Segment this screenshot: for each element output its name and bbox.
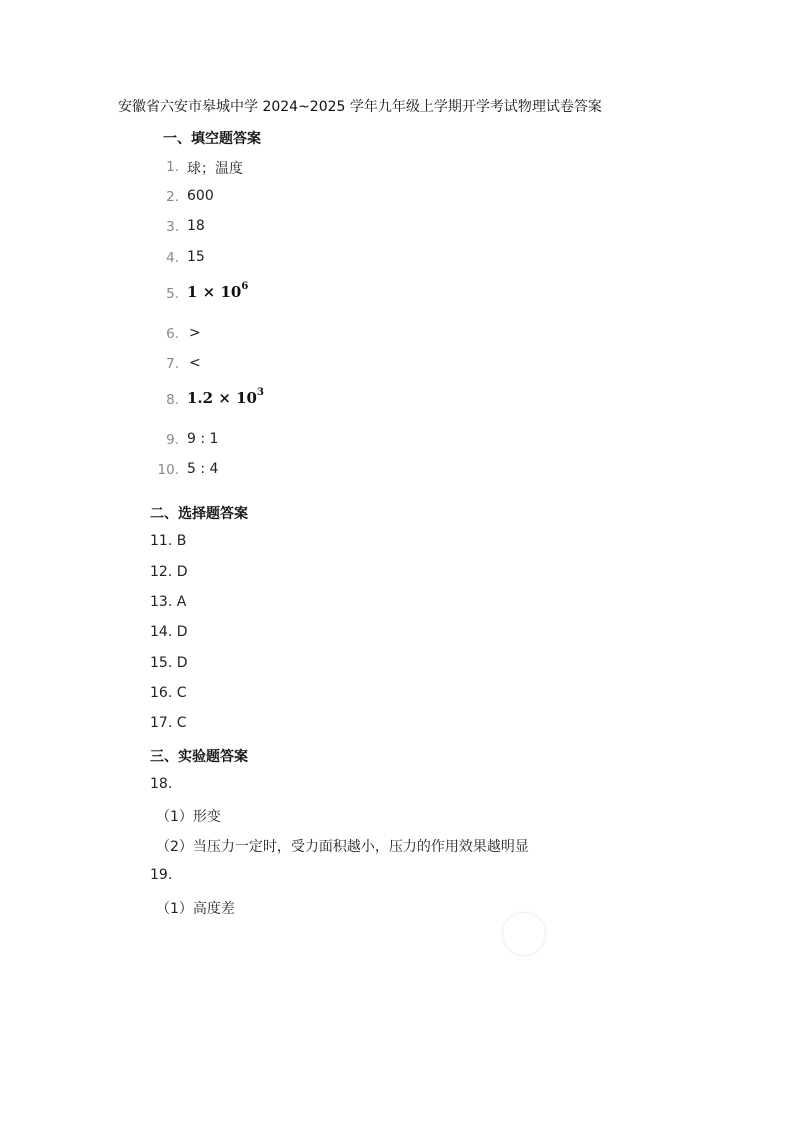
answer-text: 球；温度: [187, 161, 243, 177]
choice-answer: 14. D: [150, 624, 188, 640]
item-number: 2.: [166, 189, 179, 205]
choice-answer: 17. C: [150, 715, 187, 731]
answer-text: 18: [187, 218, 205, 234]
sub-answer-tag: （1）: [156, 901, 193, 917]
choice-answer: 11. B: [150, 533, 187, 549]
sub-answer-text: 形变: [192, 809, 221, 825]
answer-text: <: [189, 355, 201, 371]
item-number: 1.: [166, 159, 179, 175]
item-number: 9.: [166, 432, 179, 448]
answer-text: >: [189, 325, 201, 341]
page-title: 安徽省六安市皋城中学 2024~2025 学年九年级上学期开学考试物理试卷答案: [118, 99, 602, 115]
item-number: 7.: [166, 356, 179, 372]
answer-text: 15: [187, 249, 205, 265]
sub-answer: [156, 836, 529, 856]
question-label: 19.: [150, 867, 173, 883]
item-number: 4.: [166, 250, 179, 266]
math-exponent: 6: [241, 281, 249, 292]
math-base: 1 × 10: [187, 283, 242, 301]
item-number: 3.: [166, 219, 179, 235]
section-heading-fill-blank: 一、填空题答案: [163, 131, 261, 147]
item-number: 6.: [166, 326, 179, 342]
math-exponent: 3: [256, 387, 264, 398]
sub-answer: [156, 806, 221, 826]
item-number: 8.: [166, 392, 179, 408]
sub-answer: [156, 898, 235, 918]
answer-math: [187, 283, 248, 301]
sub-answer-tag: （2）: [156, 839, 193, 855]
item-number: 10.: [157, 462, 179, 478]
answer-text: 600: [187, 188, 214, 204]
choice-answer: 16. C: [150, 685, 187, 701]
choice-answer: 13. A: [150, 594, 187, 610]
answer-text: 9 : 1: [187, 431, 219, 447]
section-heading-multiple-choice: 二、选择题答案: [150, 506, 248, 522]
sub-answer-text: 当压力一定时，受力面积越小，压力的作用效果越明显: [192, 839, 529, 855]
answer-text: 5 : 4: [187, 461, 219, 477]
faint-circle-mark: [502, 912, 546, 956]
answer-math: [187, 389, 264, 407]
section-heading-experiment: 三、实验题答案: [150, 749, 248, 765]
sub-answer-tag: （1）: [156, 809, 193, 825]
choice-answer: 12. D: [150, 564, 188, 580]
choice-answer: 15. D: [150, 655, 188, 671]
question-label: 18.: [150, 776, 173, 792]
item-number: 5.: [166, 286, 179, 302]
sub-answer-text: 高度差: [192, 901, 235, 917]
math-base: 1.2 × 10: [187, 389, 257, 407]
